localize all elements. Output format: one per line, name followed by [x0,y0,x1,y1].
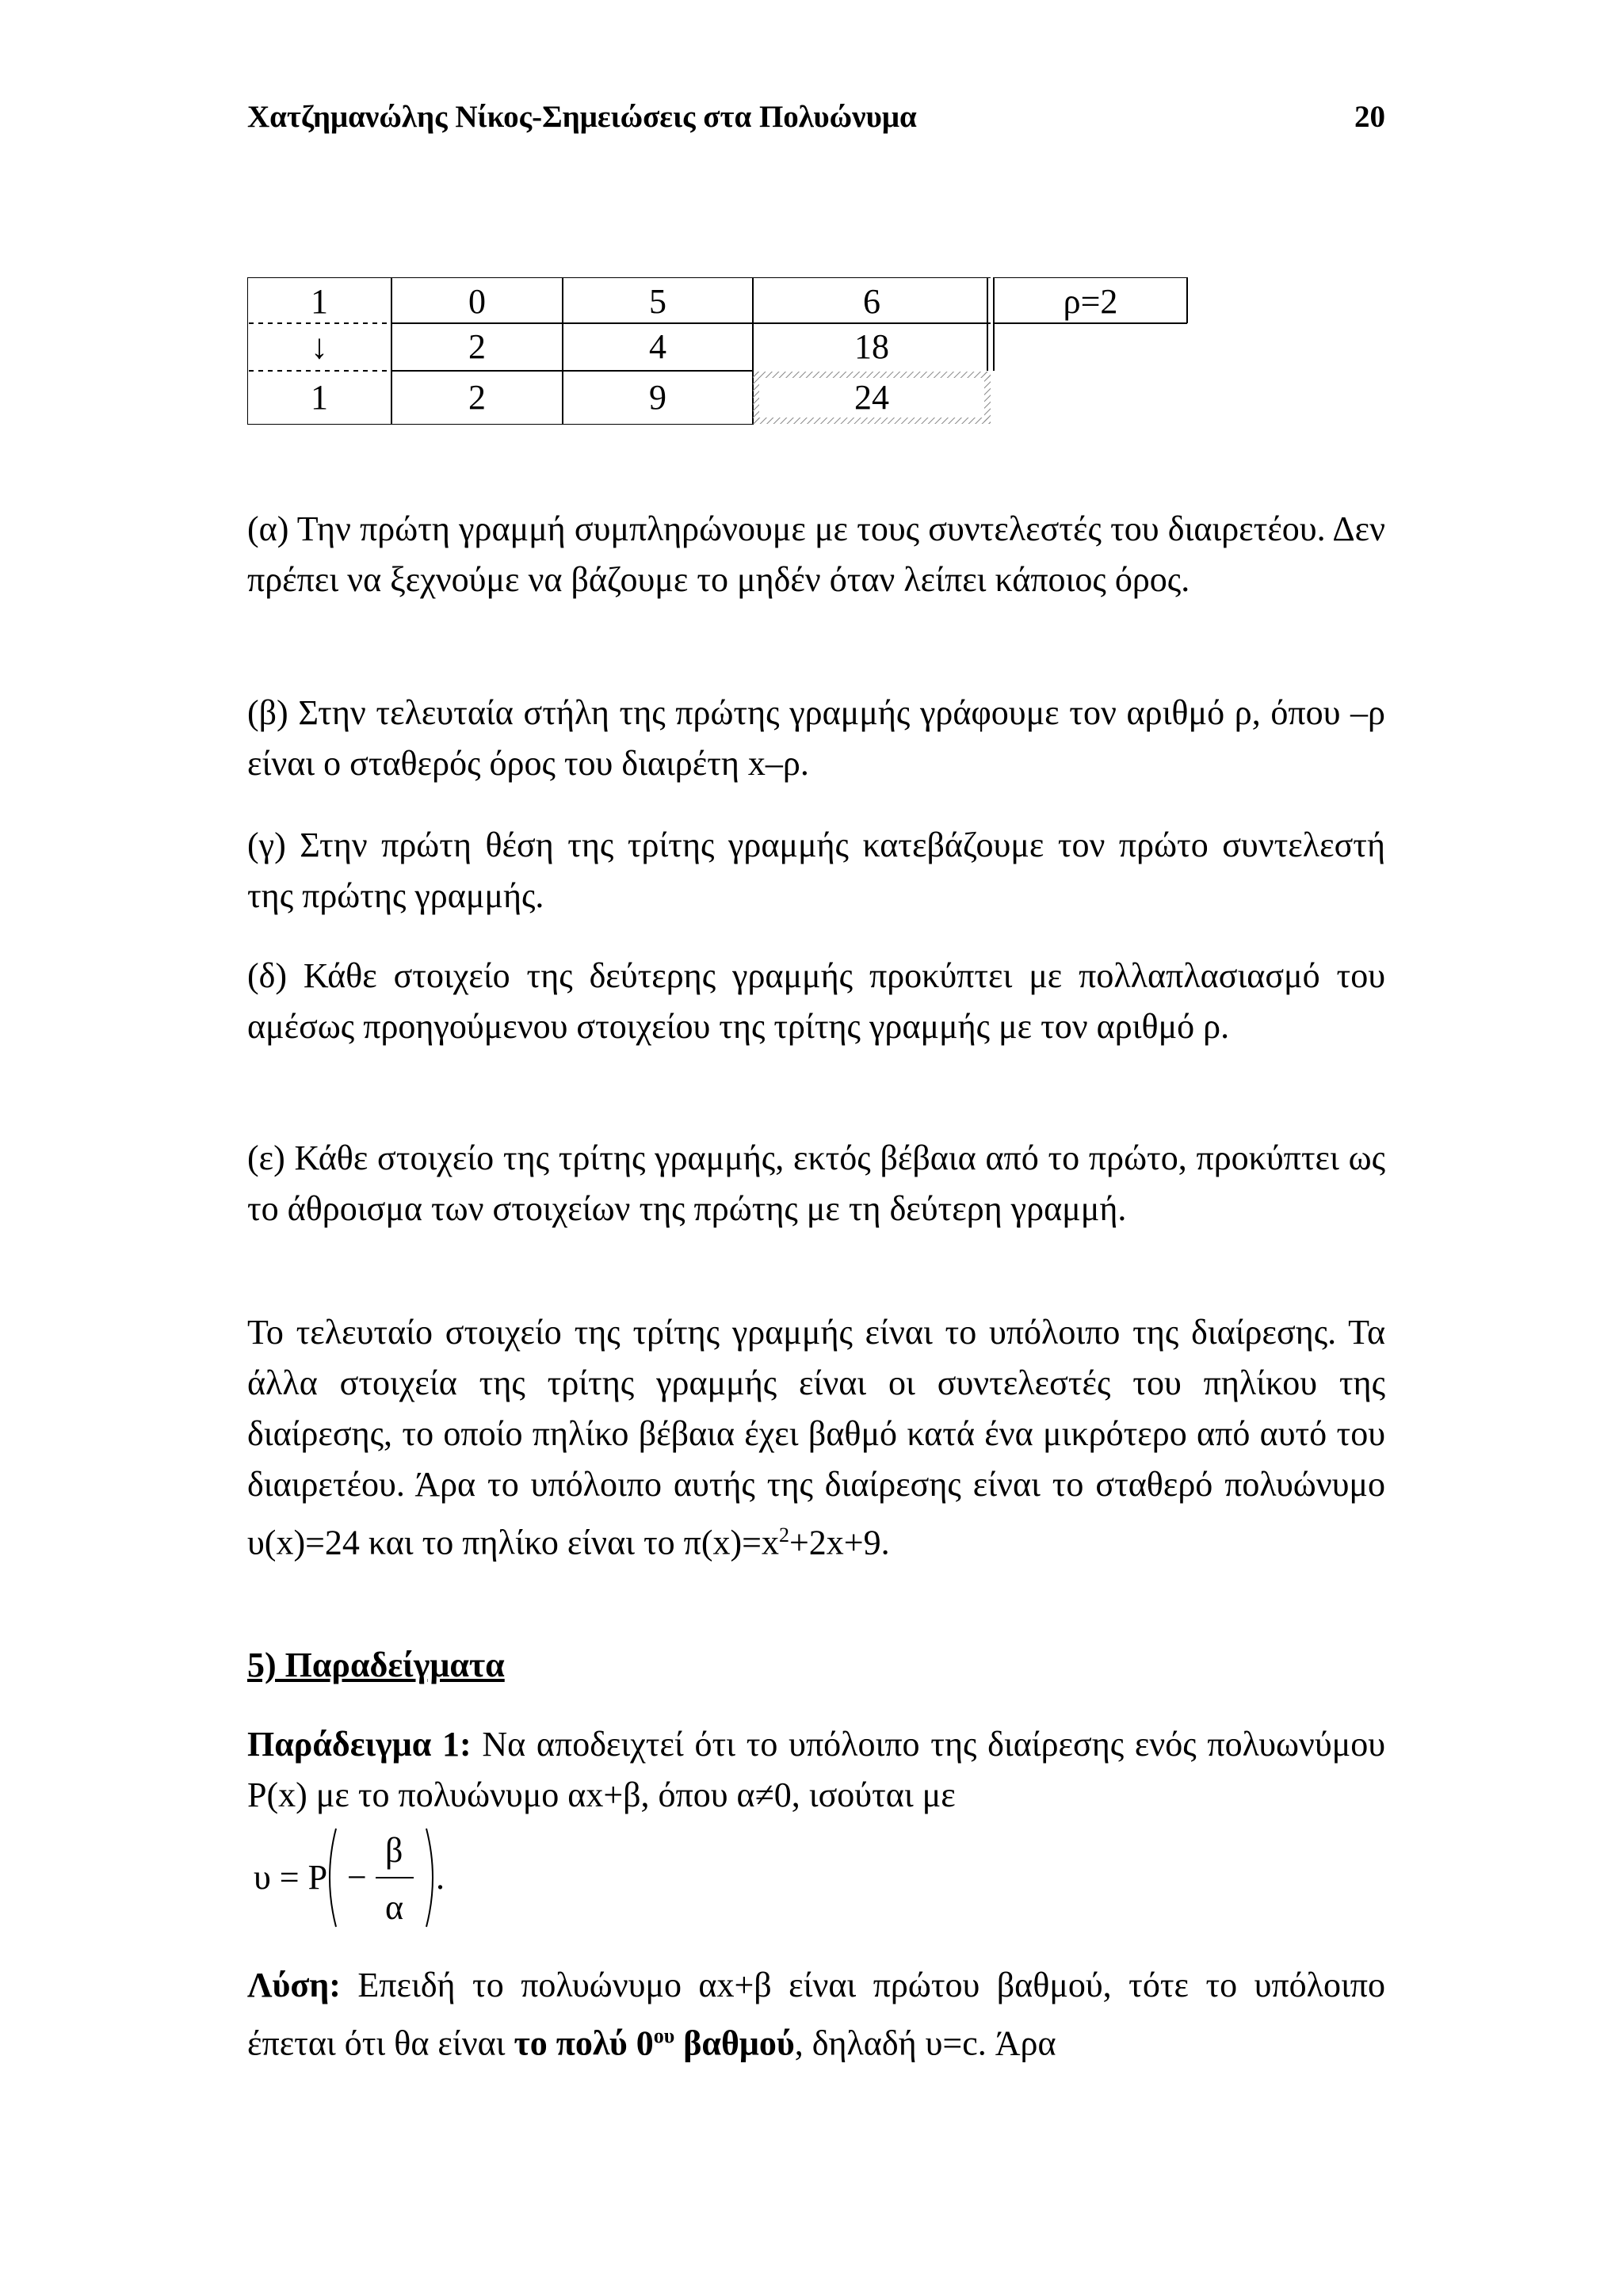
solution-paragraph [247,1960,1385,2069]
rho-label: ρ=2 [1063,282,1118,321]
row1-cell-3: 5 [649,282,666,321]
row3-cell-2: 2 [468,378,486,417]
section-heading: 5) Παραδείγματα [247,1646,505,1684]
solution-text-2: , δηλαδή υ=c. Άρα [794,2023,1056,2063]
formula-lhs: υ = P [254,1858,328,1897]
formula-denominator: α [385,1888,404,1927]
page-number: 20 [1354,100,1385,134]
formula-period: . [436,1858,445,1897]
solution-sup: ου [653,2024,675,2047]
down-arrow-icon: ↓ [311,327,328,366]
conclusion-paragraph [247,1307,1385,1569]
row2-cell-3: 18 [854,327,889,366]
conclusion-text: Το τελευταίο στοιχείο της τρίτης γραμμής είναι το υπόλοιπο της διαίρεσης. Τα άλλα στοιχεία της τρίτης γραμμής είναι οι συντελεστές του πηλίκου της διαίρεσης, το οποίο πηλίκο βέβαια έχει βαθμό κατά ένα μικρότερο από αυτό του διαιρετέου. Άρα το υπόλοιπο αυτής της διαίρεσης είναι το σταθερό πολυώνυμο υ(x)=24 και το πηλίκο είναι το π(x)=x [247,1313,1385,1562]
conclusion-tail: +2x+9. [789,1523,890,1562]
example1-label: Παράδειγμα 1: [247,1725,472,1764]
step-a-paragraph: (α) Την πρώτη γραμμή συμπληρώνουμε με τους συντελεστές του διαιρετέου. Δεν πρέπει να ξεχνούμε να βάζουμε το μηδέν όταν λείπει κάποιος όρος. [247,509,1385,599]
formula-minus: − [347,1858,367,1897]
row2-cell-2: 4 [649,327,666,366]
solution-bold: το πολύ 0 [514,2023,654,2063]
step-e-paragraph: (ε) Κάθε στοιχείο της τρίτης γραμμής, εκτός βέβαια από το πρώτο, προκύπτει ως το άθροισμα των στοιχείων της πρώτης με τη δεύτερη γραμμή. [247,1138,1385,1228]
row3-cell-1: 1 [311,378,328,417]
row1-cell-4: 6 [863,282,880,321]
row1-cell-1: 1 [311,282,328,321]
step-c-paragraph: (γ) Στην πρώτη θέση της τρίτης γραμμής κατεβάζουμε τον πρώτο συντελεστή της πρώτης γραμμής. [247,826,1385,915]
horner-table-lines [247,277,1189,425]
step-b-paragraph: (β) Στην τελευταία στήλη της πρώτης γραμμής γράφουμε τον αριθμό ρ, όπου –ρ είναι ο σταθερός όρος του διαιρέτη x–ρ. [247,693,1385,783]
solution-label: Λύση: [247,1966,341,2004]
horner-table [247,277,1189,425]
solution-bold-2: βαθμού [674,2023,795,2063]
exponent: 2 [778,1524,789,1547]
step-d-paragraph: (δ) Κάθε στοιχείο της δεύτερης γραμμής προκύπτει με πολλαπλασιασμό του αμέσως προηγούμενου στοιχείου της τρίτης γραμμής με τον αριθμό ρ. [247,956,1385,1046]
page-header [247,93,1385,141]
remainder-cell: 24 [854,378,889,417]
row2-cell-1: 2 [468,327,486,366]
header-title: Χατζημανώλης Νίκος-Σημειώσεις στα Πολυώνυμα [247,100,917,134]
example1-text: Να αποδειχτεί ότι το υπόλοιπο της διαίρεσης ενός πολυωνύμου P(x) με το πολυώνυμο αx+β, όπου α≠0, ισούται με [247,1725,1385,1814]
formula-numerator: β [385,1831,403,1870]
row1-cell-2: 0 [468,282,486,321]
solution-text-1: Επειδή το πολυώνυμο αx+β είναι πρώτου βαθμού, τότε το υπόλοιπο έπεται ότι θα είναι [247,1966,1385,2063]
example1-paragraph [247,1719,1385,1821]
row3-cell-3: 9 [649,378,666,417]
remainder-formula [247,1822,580,1933]
